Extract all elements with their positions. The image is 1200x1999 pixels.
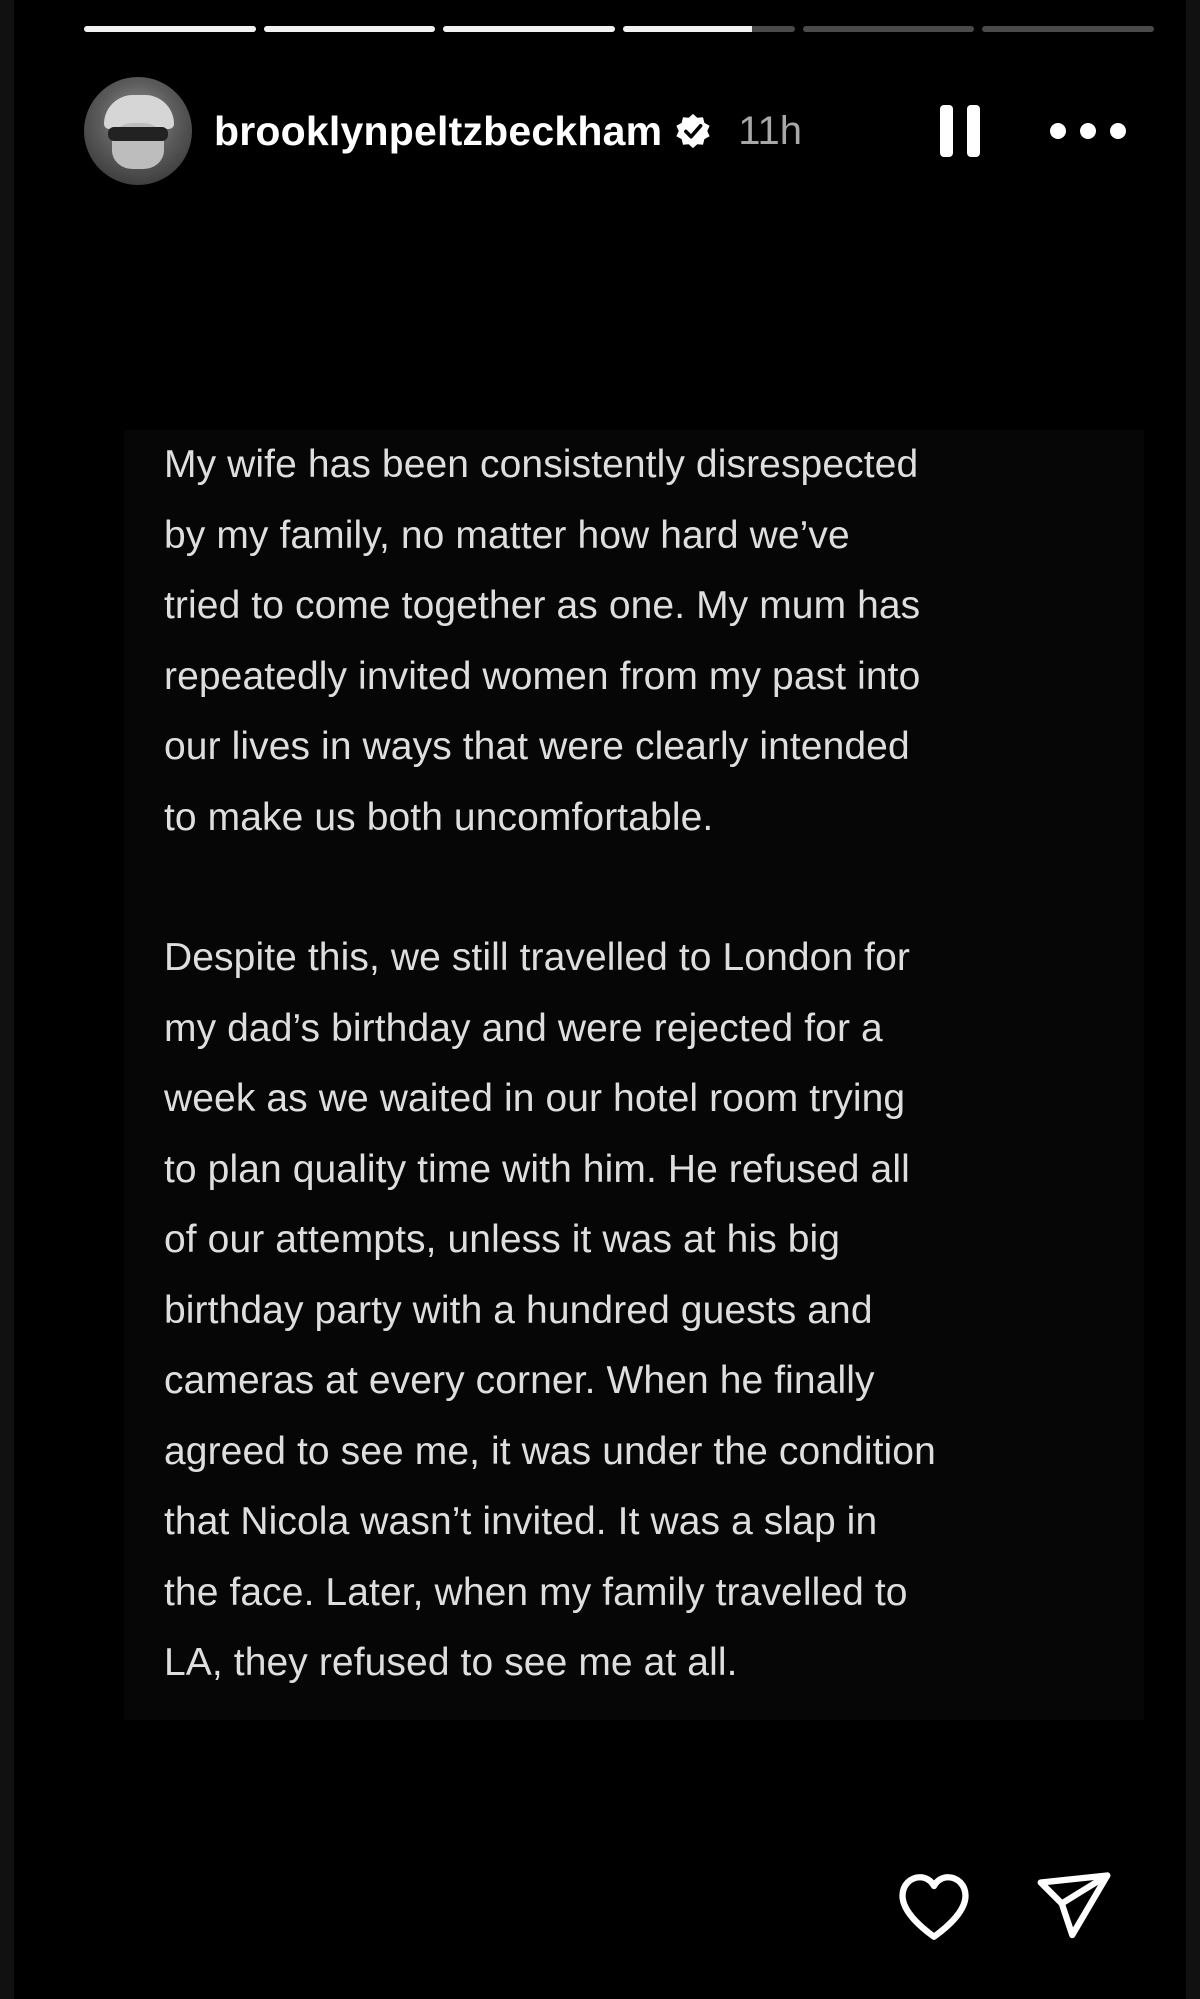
story-text-card xyxy=(124,430,1144,1720)
story-viewer xyxy=(14,0,1186,1999)
avatar[interactable] xyxy=(84,77,192,185)
story-header xyxy=(84,75,1146,187)
story-paragraph-2: Despite this, we still travelled to London for my dad’s birthday and were rejected for a week as we waited in our hotel room trying to plan quality time with him. He refused all of our attempts, unless it was at his big birthday party with a hundred guests and cameras at every corner. When he finally agreed to see me, it was under the condition that Nicola wasn’t invited. It was a slap in the face. Later, when my family travelled to LA, they refused to see me at all. xyxy=(164,936,936,1684)
pause-icon xyxy=(940,105,953,157)
heart-icon[interactable] xyxy=(892,1865,976,1949)
more-options-icon xyxy=(1080,123,1096,139)
send-icon[interactable] xyxy=(1032,1865,1116,1949)
progress-segment xyxy=(982,26,1154,32)
more-options-button[interactable] xyxy=(1050,111,1126,151)
pause-button[interactable] xyxy=(940,105,980,157)
post-time: 11h xyxy=(738,108,803,153)
progress-segment xyxy=(84,26,256,32)
username[interactable]: brooklynpeltzbeckham xyxy=(214,107,663,154)
verified-badge-icon xyxy=(674,112,712,150)
progress-segment xyxy=(443,26,615,32)
more-options-icon xyxy=(1110,123,1126,139)
story-progress-bar xyxy=(84,26,1154,32)
progress-segment xyxy=(264,26,436,32)
pause-icon xyxy=(967,105,980,157)
story-paragraph-1: My wife has been consistently disrespected by my family, no matter how hard we’ve tried to come together as one. My mum has repeatedly invited women from my past into our lives in ways that were clearly intended to make us both uncomfortable. xyxy=(164,443,921,839)
story-actions xyxy=(892,1865,1116,1949)
progress-segment xyxy=(803,26,975,32)
progress-segment xyxy=(623,26,795,32)
more-options-icon xyxy=(1050,123,1066,139)
